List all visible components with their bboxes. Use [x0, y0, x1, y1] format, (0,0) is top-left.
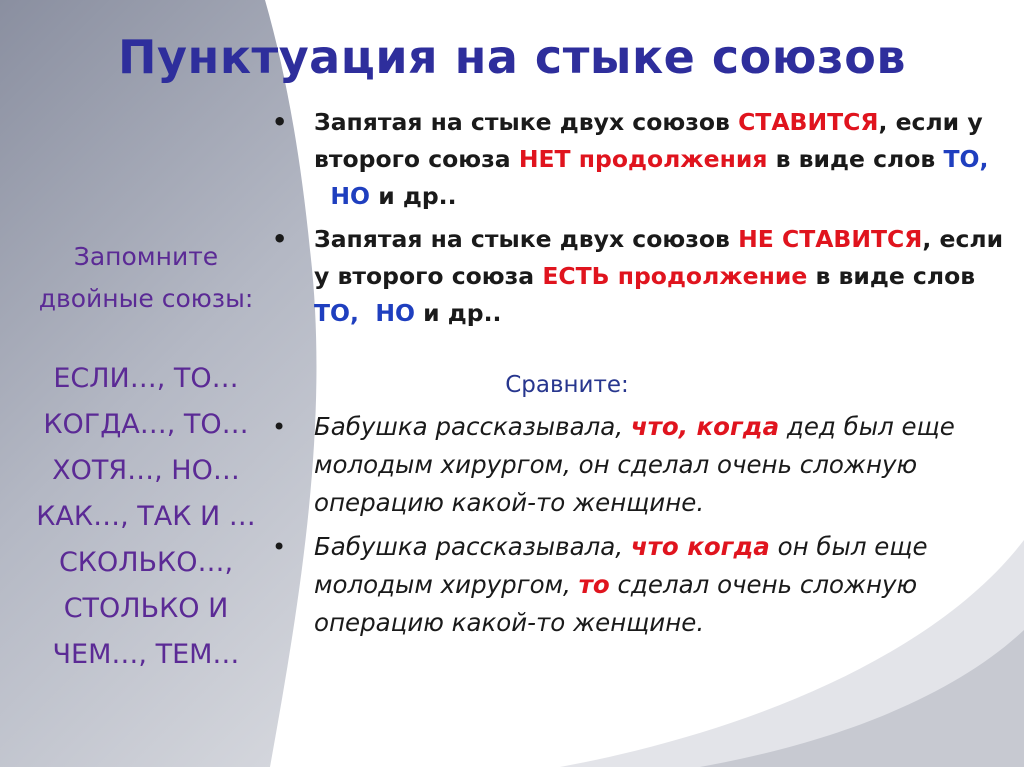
rule-text: в виде слов — [807, 262, 976, 290]
example-text: Бабушка рассказывала, — [314, 412, 631, 441]
rule-keyword: НО — [330, 182, 371, 210]
rule-text — [359, 299, 375, 327]
double-conjunctions-label: двойные союзы — [38, 284, 245, 313]
rule-text — [314, 182, 330, 210]
rule-text: и др.. — [414, 299, 502, 327]
example-text: дед был еще молодым хирургом, он сделал очень сложную операцию какой-то женщине. — [314, 412, 955, 517]
rule-text: и др.. — [370, 182, 457, 210]
rule-highlight: ЕСТЬ продолжение — [542, 262, 808, 290]
right-panel — [272, 104, 1012, 642]
example-highlight: что когда — [630, 532, 770, 561]
double-conjunctions-heading — [0, 278, 292, 320]
rule-highlight: НЕ СТАВИТСЯ — [738, 225, 923, 253]
rule-text: , если у второго союза — [314, 225, 1004, 290]
conjunction-item: КОГДА…, ТО… — [43, 409, 249, 440]
rule-keyword: НО — [375, 299, 415, 327]
remember-heading: Запомните — [73, 242, 219, 271]
bullet-dot-icon: • — [272, 108, 288, 136]
rule-text: , если у второго союза — [314, 108, 983, 173]
bullet-dot-icon: • — [272, 413, 287, 441]
bullet-dot-icon: • — [272, 225, 288, 253]
rule-text: Запятая на стыке двух союзов — [314, 108, 739, 136]
example-highlight: что, когда — [630, 412, 780, 441]
heading-colon: : — [244, 284, 254, 313]
conjunction-item: СТОЛЬКО И — [63, 593, 229, 624]
rule-highlight: НЕТ продолжения — [518, 145, 768, 173]
rule-keyword: ТО, — [314, 299, 359, 327]
bullet-dot-icon: • — [272, 533, 287, 561]
conjunction-item: КАК…, ТАК И … — [36, 501, 256, 532]
example-sentence-1 — [272, 408, 1012, 522]
rule-keyword: ТО, — [943, 145, 989, 173]
conjunction-item: СКОЛЬКО…, — [58, 547, 234, 578]
rule-text: в виде слов — [767, 145, 944, 173]
example-text: он был еще молодым хирургом, — [314, 532, 928, 599]
rule-comma-placed — [272, 104, 1012, 215]
left-panel — [0, 236, 292, 678]
rule-comma-not-placed — [272, 221, 1012, 332]
conjunction-item: ЧЕМ…, ТЕМ… — [52, 639, 240, 670]
conjunction-item: ЕСЛИ…, ТО… — [53, 363, 239, 394]
slide-title: Пунктуация на стыке союзов — [118, 30, 906, 84]
rule-highlight: СТАВИТСЯ — [738, 108, 879, 136]
rule-text: Запятая на стыке двух союзов — [314, 225, 739, 253]
compare-label: Сравните: — [505, 372, 629, 398]
example-text: сделал очень сложную операцию какой-то женщине. — [314, 570, 918, 637]
conjunction-item: ХОТЯ…, НО… — [52, 455, 240, 486]
example-highlight: то — [578, 570, 610, 599]
example-text: Бабушка рассказывала, — [314, 532, 631, 561]
example-sentence-2 — [272, 528, 1012, 642]
